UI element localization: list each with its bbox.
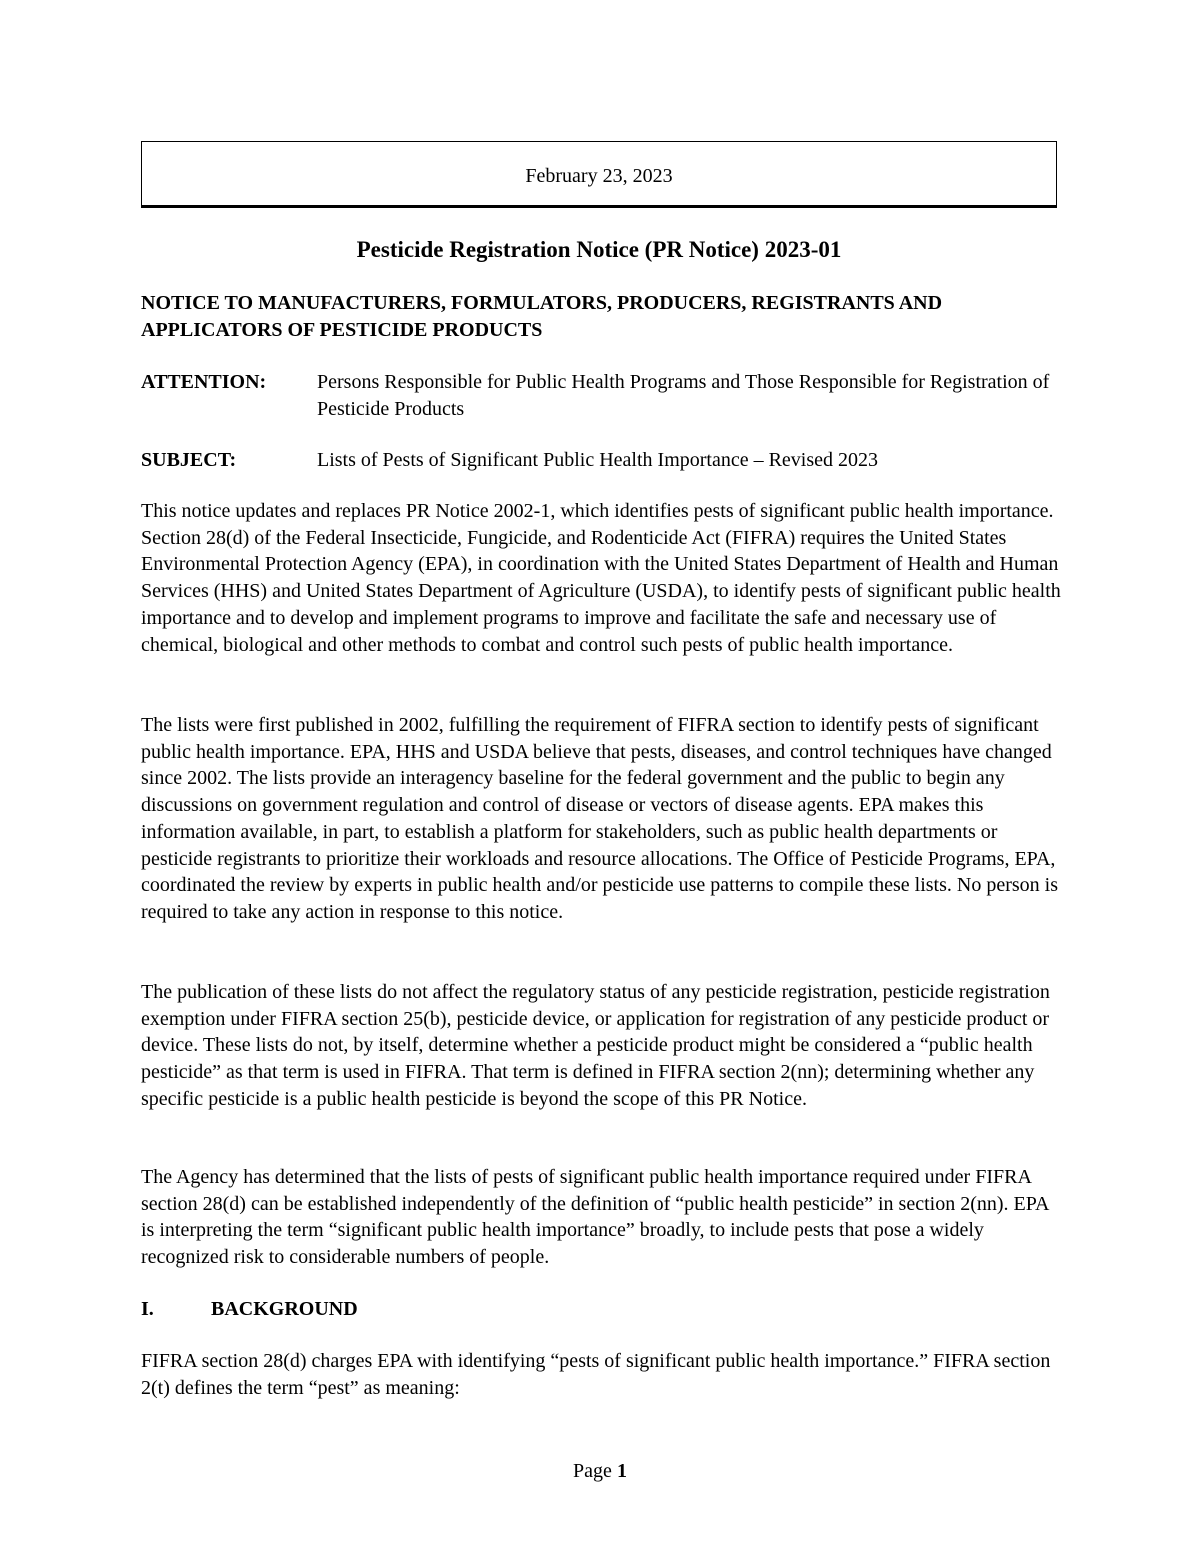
- section-number: I.: [141, 1298, 154, 1320]
- page-footer: [0, 1458, 1200, 1484]
- paragraph-history: The lists were first published in 2002, fulfilling the requirement of FIFRA section to identify pests of significant public health importance. EPA, HHS and USDA believe that pests, diseases, and control techniques have changed since 2002. The lists provide an interagency baseline for the federal government and the public to begin any discussions on government regulation and control of disease or vectors of disease agents. EPA makes this information available, in part, to establish a platform for stakeholders, such as public health departments or pesticide registrants to prioritize their workloads and resource allocations. The Office of Pesticide Programs, EPA, coordinated the review by experts in public health and/or pesticide use patterns to compile these lists. No person is required to take any action in response to this notice.: [141, 714, 1058, 923]
- subject-label: SUBJECT:: [141, 449, 237, 471]
- date-box: [141, 141, 1057, 208]
- page-label: Page: [573, 1460, 612, 1482]
- page-number: 1: [616, 1460, 627, 1482]
- paragraph-regulatory-status: The publication of these lists do not affect the regulatory status of any pesticide registration, pesticide registration exemption under FIFRA section 25(b), pesticide device, or application for registration of any pesticide product or device. These lists do not, by itself, determine whether a pesticide product might be considered a “public health pesticide” as that term is used in FIFRA. That term is defined in FIFRA section 2(nn); determining whether any specific pesticide is a public health pesticide is beyond the scope of this PR Notice.: [141, 981, 1050, 1110]
- page-title: Pesticide Registration Notice (PR Notice) 2023-01: [356, 237, 842, 262]
- paragraph-background: FIFRA section 28(d) charges EPA with identifying “pests of significant public health importance.” FIFRA section 2(t) defines the term “pest” as meaning:: [141, 1350, 1051, 1399]
- notice-to-heading: NOTICE TO MANUFACTURERS, FORMULATORS, PRODUCERS, REGISTRANTS AND APPLICATORS OF PESTICIDE PRODUCTS: [141, 292, 943, 341]
- section-title: BACKGROUND: [211, 1298, 358, 1320]
- notice-date: February 23, 2023: [525, 165, 673, 187]
- attention-value: Persons Responsible for Public Health Programs and Those Responsible for Registration of Pesticide Products: [317, 371, 1050, 420]
- paragraph-interpretation: The Agency has determined that the lists of pests of significant public health importance required under FIFRA section 28(d) can be established independently of the definition of “public health pesticide” in section 2(nn). EPA is interpreting the term “significant public health importance” broadly, to include pests that pose a widely recognized risk to considerable numbers of people.: [141, 1166, 1049, 1269]
- subject-value: Lists of Pests of Significant Public Health Importance – Revised 2023: [317, 449, 879, 471]
- paragraph-intro: This notice updates and replaces PR Notice 2002-1, which identifies pests of significant public health importance. Section 28(d) of the Federal Insecticide, Fungicide, and Rodenticide Act (FIFRA) requires the United States Environmental Protection Agency (EPA), in coordination with the United States Department of Health and Human Services (HHS) and United States Department of Agriculture (USDA), to identify pests of significant public health importance and to develop and implement programs to improve and facilitate the safe and necessary use of chemical, biological and other methods to combat and control such pests of public health importance.: [141, 500, 1061, 656]
- attention-label: ATTENTION:: [141, 371, 267, 393]
